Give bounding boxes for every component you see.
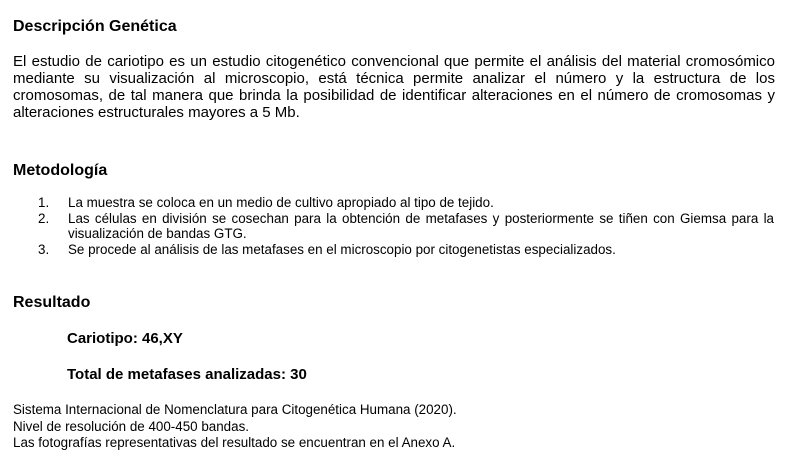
section-heading-descripcion: Descripción Genética [13, 18, 177, 35]
list-item [0, 195, 774, 211]
list-item-number: 2. [38, 210, 50, 226]
section-heading-metodologia: Metodología [13, 162, 108, 179]
descripcion-paragraph: El estudio de cariotipo es un estudio citogenético convencional que permite el análisis del material cromosómico mediante su visualización al microscopio, está técnica permite analizar el número y la estructura de los cromosomas, de tal manera que brinda la posibilidad de identificar alteraciones en el número de cromosomas y alteraciones estructurales mayores a 5 Mb. [13, 53, 775, 121]
metodologia-steps-list [0, 195, 794, 257]
note-line: Sistema Internacional de Nomenclatura para Citogenética Humana (2020). [13, 402, 457, 417]
resultado-notes [13, 402, 457, 452]
cariotipo-result: Cariotipo: 46,XY [67, 330, 183, 347]
list-item-text: Las células en división se cosechan para la obtención de metafases y posteriormente se tiñen con Giemsa para la visualización de bandas GTG. [68, 210, 774, 241]
list-item [0, 211, 774, 242]
list-item-text: Se procede al análisis de las metafases en el microscopio por citogenetistas especializados. [68, 241, 616, 257]
note-line: Las fotografías representativas del resultado se encuentran en el Anexo A. [13, 435, 456, 450]
metafases-total: Total de metafases analizadas: 30 [67, 366, 307, 383]
list-item-text: La muestra se coloca en un medio de cultivo apropiado al tipo de tejido. [68, 195, 494, 210]
list-item-number: 3. [38, 241, 50, 257]
list-item [0, 242, 774, 258]
note-line: Nivel de resolución de 400-450 bandas. [13, 418, 249, 434]
list-item-number: 1. [38, 195, 50, 210]
section-heading-resultado: Resultado [13, 294, 91, 311]
